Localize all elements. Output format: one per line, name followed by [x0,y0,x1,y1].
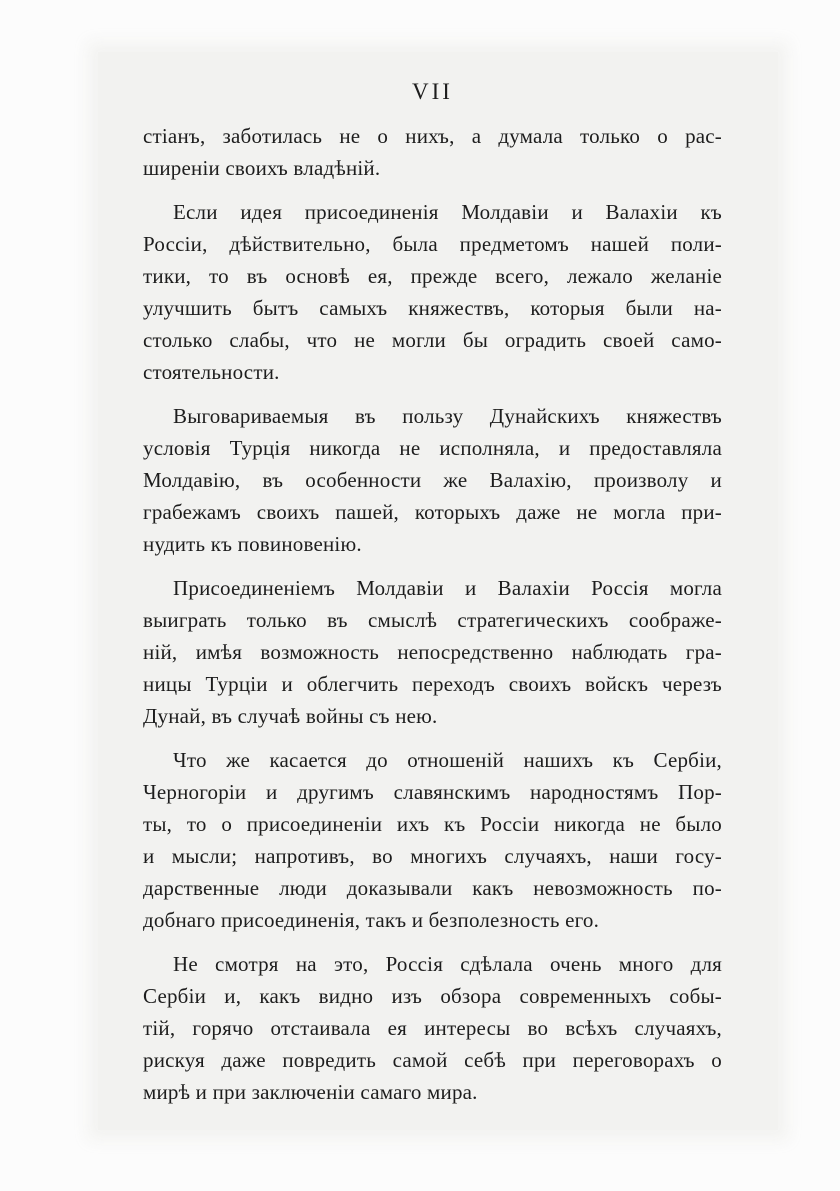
text-line: Не смотря на это, Россія сдѣлала очень много для [173,952,722,976]
text-line: и мысли; напротивъ, во многихъ случаяхъ, наши госу- [143,844,722,868]
text-line: ширеніи своихъ владѣній. [143,156,381,180]
page-text-block [143,76,722,1108]
text-line: Что же касается до отношеній нашихъ къ Сербіи, [173,748,722,772]
paragraph [143,120,722,184]
text-line: нудить къ повиновенію. [143,532,362,556]
text-line: Присоединеніемъ Молдавіи и Валахіи Россія могла [173,576,722,600]
text-line: столько слабы, что не могли бы оградить своей само- [143,328,722,352]
text-line: грабежамъ своихъ пашей, которыхъ даже не могла при- [143,500,722,524]
paragraph [143,196,722,388]
text-line: добнаго присоединенія, такъ и безполезность его. [143,908,600,932]
text-line: тики, то въ основѣ ея, прежде всего, лежало желаніе [143,264,722,288]
text-line: стоятельности. [143,360,280,384]
text-line: Россіи, дѣйствительно, была предметомъ нашей поли- [143,232,722,256]
text-line: Молдавію, въ особенности же Валахію, произволу и [143,468,722,492]
text-line: выиграть только въ смыслѣ стратегическихъ соображе- [143,608,722,632]
text-line: улучшить бытъ самыхъ княжествъ, которыя были на- [143,296,722,320]
text-line: тій, горячо отстаивала ея интересы во всѣхъ случаяхъ, [143,1016,722,1040]
text-line: мирѣ и при заключеніи самаго мира. [143,1080,478,1104]
paragraph [143,948,722,1108]
text-line: дарственные люди доказывали какъ невозможность по- [143,876,722,900]
text-line: рискуя даже повредить самой себѣ при переговорахъ о [143,1048,722,1072]
paragraph [143,572,722,732]
text-line: ній, имѣя возможность непосредственно наблюдать гра- [143,640,722,664]
page-body [143,120,722,1108]
paragraph [143,744,722,936]
text-line: Дунай, въ случаѣ войны съ нею. [143,704,438,728]
text-line: стіанъ, заботилась не о нихъ, а думала только о рас- [143,124,722,148]
text-line: ницы Турціи и облегчить переходъ своихъ войскъ черезъ [143,672,722,696]
paragraph [143,400,722,560]
text-line: Если идея присоединенія Молдавіи и Валахіи къ [173,200,722,224]
text-line: Сербіи и, какъ видно изъ обзора современныхъ собы- [143,984,722,1008]
text-line: условія Турція никогда не исполняла, и предоставляла [143,436,722,460]
text-line: ты, то о присоединеніи ихъ къ Россіи никогда не было [143,812,722,836]
text-line: Выговариваемыя въ пользу Дунайскихъ княжествъ [173,404,722,428]
page-number: VII [412,79,453,104]
text-line: Черногоріи и другимъ славянскимъ народностямъ Пор- [143,780,722,804]
